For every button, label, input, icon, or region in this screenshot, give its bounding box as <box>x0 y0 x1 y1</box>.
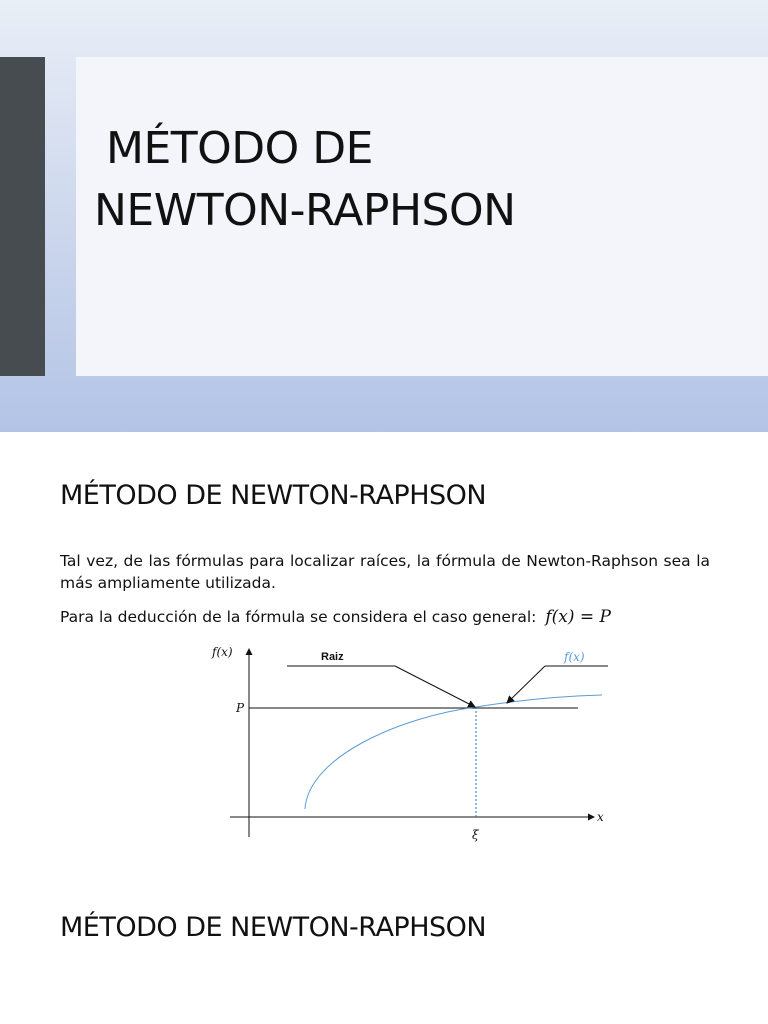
content-slide-2 <box>0 864 768 1024</box>
function-curve <box>305 695 602 809</box>
root-label: Raiz <box>321 651 344 663</box>
curve-label: f(x) <box>564 650 585 664</box>
accent-bar <box>0 57 45 376</box>
x-axis-label: x <box>597 810 604 824</box>
slide-title-line1: MÉTODO DE <box>106 123 373 174</box>
general-case-text: Para la deducción de la fórmula se considera el caso general: <box>60 608 537 626</box>
title-slide <box>0 0 768 432</box>
root-callout-arrow <box>395 666 475 707</box>
slide-title <box>94 118 734 242</box>
intro-paragraph: Tal vez, de las fórmulas para localizar raíces, la fórmula de Newton-Raphson sea la más ampliamente utilizada. <box>60 552 710 592</box>
slide-heading: MÉTODO DE NEWTON-RAPHSON <box>60 912 487 943</box>
general-case-paragraph <box>60 606 720 628</box>
curve-callout-arrow <box>507 666 545 703</box>
p-label: P <box>236 701 245 715</box>
slide-title-line2: NEWTON-RAPHSON <box>94 185 516 236</box>
newton-raphson-figure <box>200 637 620 852</box>
content-slide-1 <box>0 432 768 864</box>
y-axis-label: f(x) <box>212 645 233 659</box>
slide-heading: MÉTODO DE NEWTON-RAPHSON <box>60 480 487 511</box>
equation: f(x) = P <box>545 607 611 627</box>
xi-label: ξ <box>472 828 479 842</box>
